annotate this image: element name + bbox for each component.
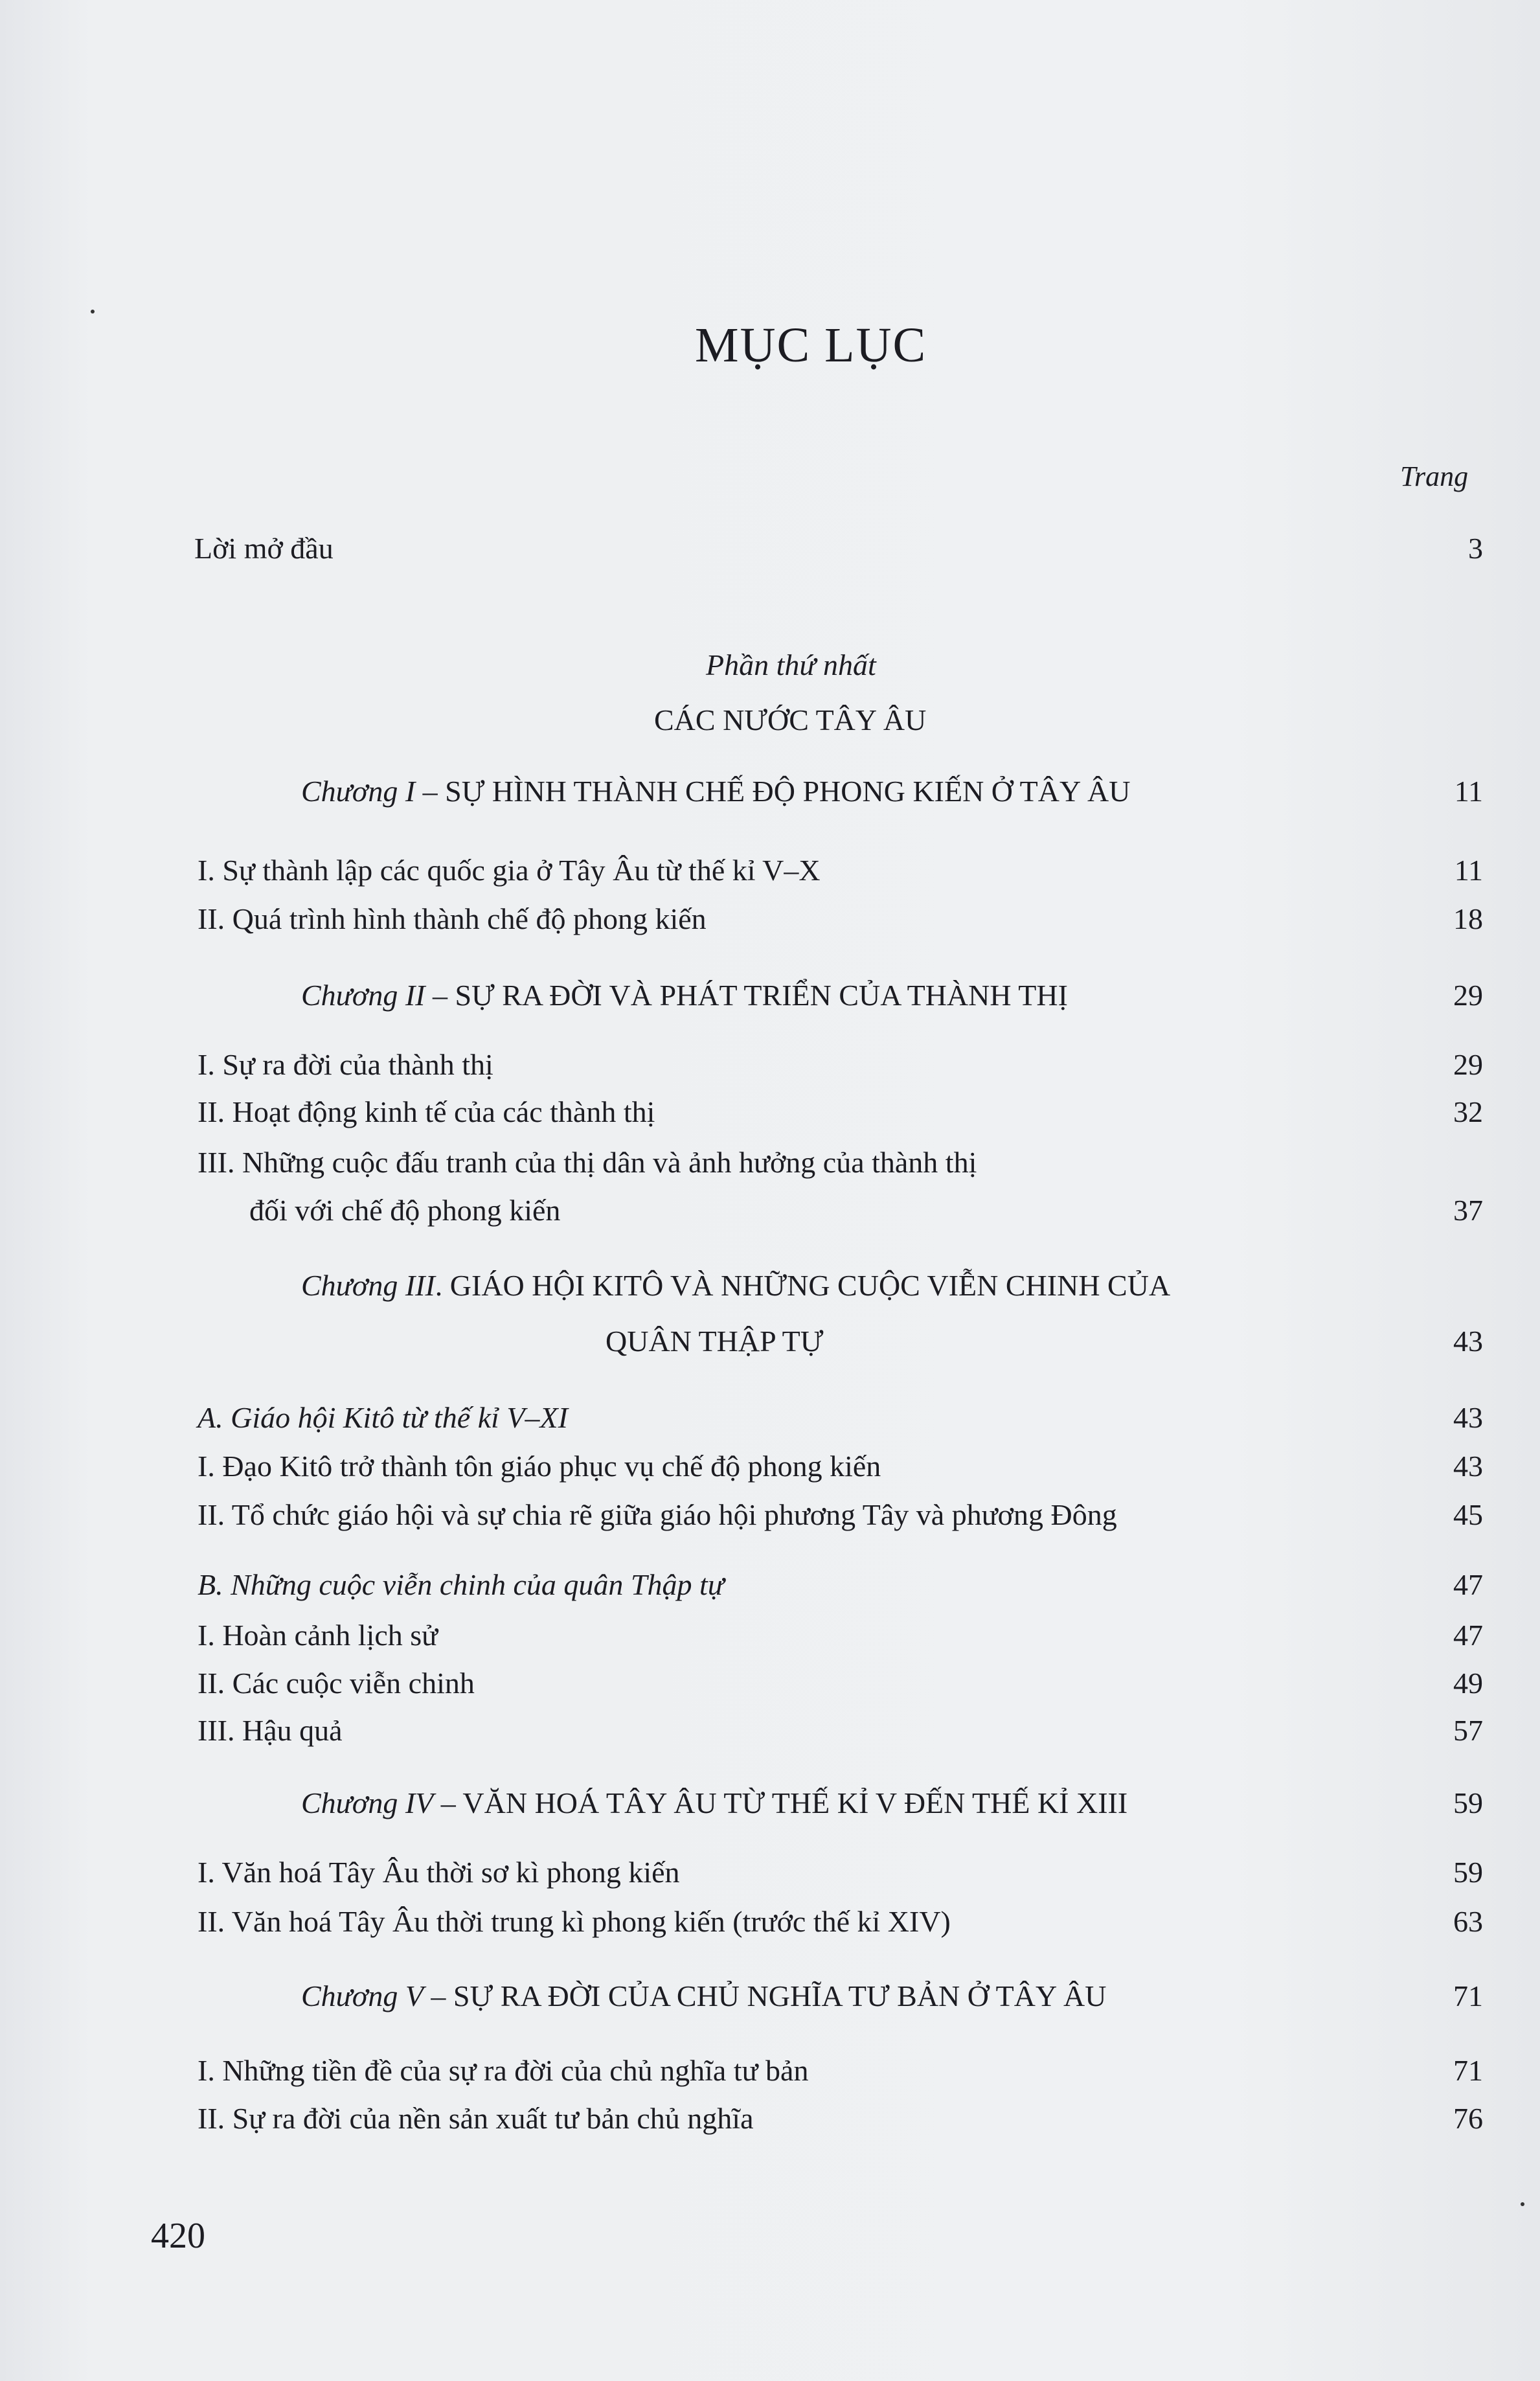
chapter-3-sep: . (435, 1269, 450, 1302)
toc-item-page: 18 (1453, 902, 1483, 935)
chapter-1-prefix: Chương I (301, 775, 416, 808)
chapter-1-title: SỰ HÌNH THÀNH CHẾ ĐỘ PHONG KIẾN Ở TÂY ÂU (445, 775, 1131, 808)
section-b-heading: B. Những cuộc viễn chinh của quân Thập tự (198, 1568, 724, 1601)
toc-item: I. Những tiền đề của sự ra đời của chủ nghĩa tư bản (198, 2054, 809, 2087)
chapter-5-prefix: Chương V (301, 1979, 424, 2012)
toc-item-page: 43 (1453, 1450, 1483, 1483)
page-column-label: Trang (1400, 461, 1469, 492)
toc-item: II. Các cuộc viễn chinh (198, 1667, 475, 1700)
chapter-2-prefix: Chương II (301, 979, 425, 1012)
scan-speck (91, 310, 95, 313)
toc-item: II. Văn hoá Tây Âu thời trung kì phong kiến (trước thế kỉ XIV) (198, 1905, 951, 1938)
toc-item-page: 37 (1453, 1194, 1483, 1227)
chapter-4-title: VĂN HOÁ TÂY ÂU TỪ THẾ KỈ V ĐẾN THẾ KỈ XIII (462, 1786, 1128, 1819)
toc-item-continued: đối với chế độ phong kiến (249, 1194, 561, 1227)
chapter-5-sep: – (423, 1979, 453, 2012)
chapter-4-page: 59 (1453, 1786, 1483, 1819)
chapter-2-heading (301, 978, 1068, 1012)
toc-item: I. Đạo Kitô trở thành tôn giáo phục vụ chế độ phong kiến (198, 1450, 881, 1483)
chapter-1-heading (301, 774, 1130, 808)
chapter-2-page: 29 (1453, 979, 1483, 1012)
toc-item-page: 47 (1453, 1619, 1483, 1652)
preface-label: Lời mở đầu (194, 532, 334, 565)
toc-item-page: 49 (1453, 1667, 1483, 1700)
toc-item: II. Hoạt động kinh tế của các thành thị (198, 1095, 655, 1128)
page-number: 420 (151, 2216, 205, 2256)
toc-item: II. Tổ chức giáo hội và sự chia rẽ giữa giáo hội phương Tây và phương Đông (198, 1498, 1117, 1531)
chapter-5-page: 71 (1453, 1979, 1483, 2012)
section-b-page: 47 (1453, 1568, 1483, 1601)
chapter-4-heading (301, 1786, 1127, 1820)
chapter-2-title: SỰ RA ĐỜI VÀ PHÁT TRIỂN CỦA THÀNH THỊ (455, 979, 1068, 1012)
chapter-5-title: SỰ RA ĐỜI CỦA CHỦ NGHĨA TƯ BẢN Ở TÂY ÂU (453, 1979, 1107, 2012)
scan-speck (1521, 2202, 1524, 2206)
toc-item-page: 59 (1453, 1856, 1483, 1889)
toc-item-page: 29 (1453, 1048, 1483, 1081)
toc-item: I. Sự ra đời của thành thị (198, 1048, 493, 1081)
toc-item: I. Hoàn cảnh lịch sử (198, 1619, 438, 1652)
chapter-3-prefix: Chương III (301, 1269, 435, 1302)
section-a-page: 43 (1453, 1401, 1483, 1434)
chapter-3-title-continued: QUÂN THẬP TỰ (606, 1325, 824, 1358)
chapter-4-prefix: Chương IV (301, 1786, 434, 1819)
section-a-heading: A. Giáo hội Kitô từ thế kỉ V–XI (198, 1401, 568, 1434)
chapter-5-heading (301, 1979, 1106, 2013)
part-heading: Phần thứ nhất (706, 648, 876, 681)
chapter-3-heading (301, 1268, 1170, 1303)
chapter-2-sep: – (425, 979, 455, 1012)
chapter-3-page: 43 (1453, 1325, 1483, 1358)
chapter-4-sep: – (433, 1786, 463, 1819)
toc-item: III. Hậu quả (198, 1714, 343, 1747)
toc-item-page: 57 (1453, 1714, 1483, 1747)
chapter-1-page: 11 (1454, 775, 1483, 808)
toc-item: I. Sự thành lập các quốc gia ở Tây Âu từ thế kỉ V–X (198, 854, 821, 887)
page-title: MỤC LỤC (695, 318, 927, 372)
preface-page: 3 (1468, 532, 1483, 565)
toc-item: II. Quá trình hình thành chế độ phong kiến (198, 902, 707, 935)
toc-item-page: 63 (1453, 1905, 1483, 1938)
toc-item: II. Sự ra đời của nền sản xuất tư bản chủ nghĩa (198, 2102, 754, 2135)
chapter-3-title: GIÁO HỘI KITÔ VÀ NHỮNG CUỘC VIỄN CHINH CỦA (449, 1269, 1171, 1302)
toc-item-page: 11 (1454, 854, 1483, 887)
toc-item-page: 32 (1453, 1095, 1483, 1128)
toc-item-page: 76 (1453, 2102, 1483, 2135)
toc-item-page: 45 (1453, 1498, 1483, 1531)
chapter-1-sep: – (415, 775, 446, 808)
toc-item: I. Văn hoá Tây Âu thời sơ kì phong kiến (198, 1856, 680, 1889)
toc-item: III. Những cuộc đấu tranh của thị dân và ảnh hưởng của thành thị (198, 1146, 977, 1179)
part-subtitle: CÁC NƯỚC TÂY ÂU (654, 703, 927, 736)
toc-item-page: 71 (1453, 2054, 1483, 2087)
